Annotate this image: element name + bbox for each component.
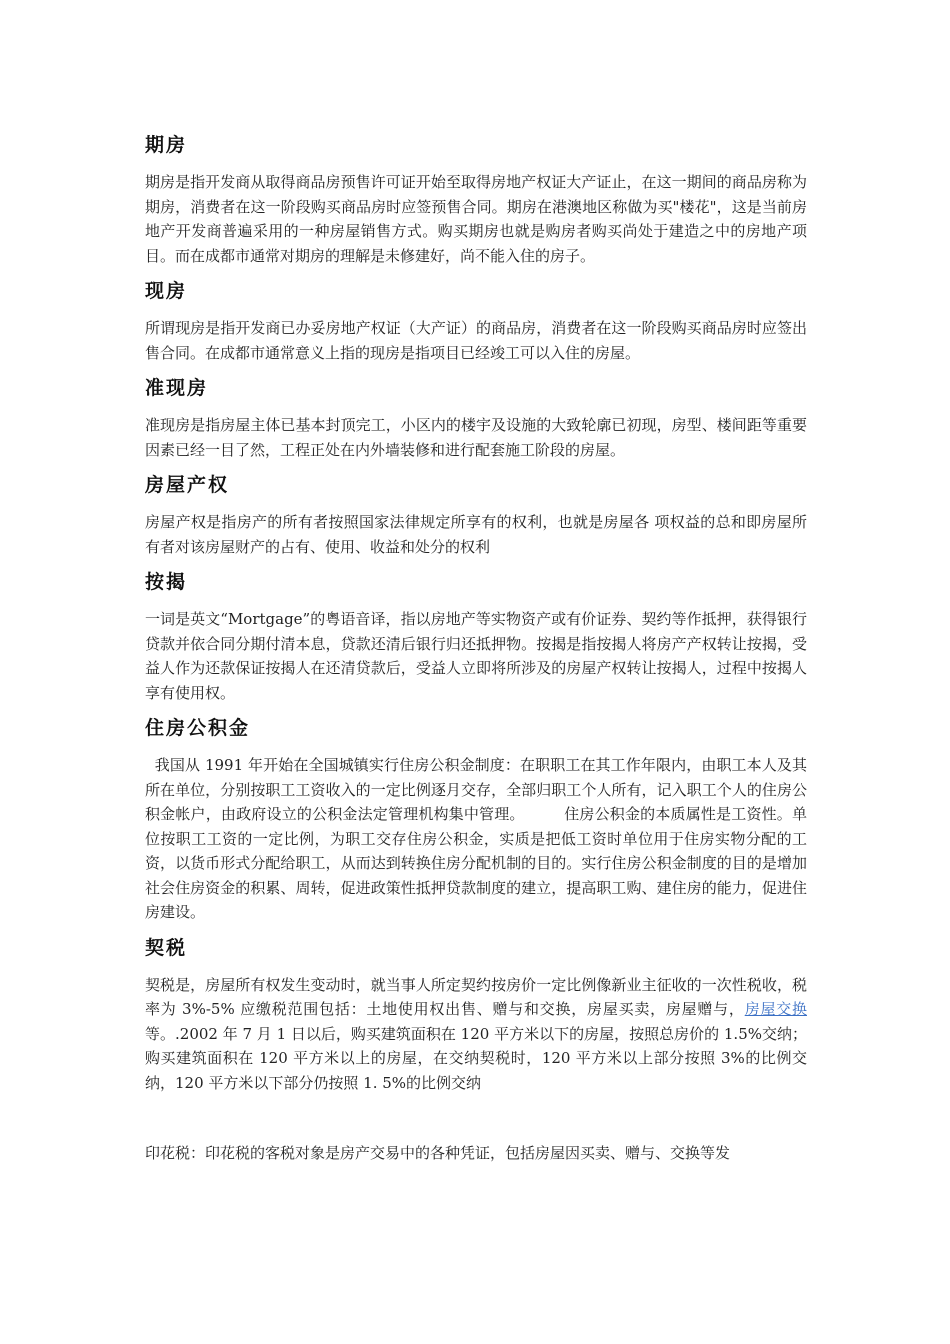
paragraph-quasi-existing-housing: 准现房是指房屋主体已基本封顶完工，小区内的楼宇及设施的大致轮廓已初现，房型、楼间距等重要因素已经一目了然，工程正处在内外墙装修和进行配套施工阶段的房屋。 [145, 416, 807, 459]
heading-mortgage: 按揭 [145, 571, 188, 593]
heading-housing-fund: 住房公积金 [145, 717, 251, 739]
paragraph-deed-tax [145, 973, 807, 1096]
section-gap [145, 1105, 807, 1141]
paragraph-futures-housing: 期房是指开发商从取得商品房预售许可证开始至取得房地产权证大产证止，在这一期间的商品房称为期房，消费者在这一阶段购买商品房时应签预售合同。期房在港澳地区称做为买"楼花"，这是当前房地产开发商普遍采用的一种房屋销售方式。购买期房也就是购房者购买尚处于建造之中的房地产项目。而在成都市通常对期房的理解是未修建好，尚不能入住的房子。 [145, 173, 807, 265]
paragraph-stamp-tax: 印花税：印花税的客税对象是房产交易中的各种凭证，包括房屋因买卖、赠与、交换等发 [145, 1144, 731, 1162]
paragraph-existing-housing: 所谓现房是指开发商已办妥房地产权证（大产证）的商品房，消费者在这一阶段购买商品房时应签出售合同。在成都市通常意义上指的现房是指项目已经竣工可以入住的房屋。 [145, 319, 807, 362]
paragraph-property-rights: 房屋产权是指房产的所有者按照国家法律规定所享有的权利，也就是房屋各 项权益的总和即房屋所有者对该房屋财产的占有、使用、收益和处分的权利 [145, 513, 807, 556]
heading-futures-housing: 期房 [145, 134, 188, 156]
house-exchange-link[interactable]: 房屋交换 [744, 1000, 807, 1018]
heading-existing-housing: 现房 [145, 280, 188, 302]
deed-tax-text-before-link: 契税是，房屋所有权发生变动时，就当事人所定契约按房价一定比例像新业主征收的一次性税收，税率为 3%-5% 应缴税范围包括：土地使用权出售、赠与和交换，房屋买卖，房屋赠与， [145, 975, 807, 1018]
paragraph-mortgage: 一词是英文“Mortgage”的粤语音译，指以房地产等实物资产或有价证券、契约等作抵押，获得银行贷款并依合同分期付清本息，贷款还清后银行归还抵押物。按揭是指按揭人将房产产权转让按揭，受益人作为还款保证按揭人在还清贷款后，受益人立即将所涉及的房屋产权转让按揭人，过程中按揭人享有使用权。 [145, 610, 807, 702]
deed-tax-text-after-link: 等。.2002 年 7 月 1 日以后，购买建筑面积在 120 平方米以下的房屋，按照总房价的 1.5%交纳；购买建筑面积在 120 平方米以上的房屋，在交纳契税时，120 平方米以上部分按照 3%的比例交纳，120 平方米以下部分仍按照 1. 5%的比例交纳 [145, 1024, 807, 1092]
heading-property-rights: 房屋产权 [145, 474, 230, 496]
heading-quasi-existing-housing: 准现房 [145, 377, 209, 399]
paragraph-housing-fund: 我国从 1991 年开始在全国城镇实行住房公积金制度：在职职工在其工作年限内，由职工本人及其所在单位，分别按职工工资收入的一定比例逐月交存，全部归职工个人所有，记入职工个人的住房公积金帐户，由政府设立的公积金法定管理机构集中管理。 住房公积金的本质属性是工资性。单位按职工工资的一定比例，为职工交存住房公积金，实质是把低工资时单位用于住房实物分配的工资，以货币形式分配给职工，从而达到转换住房分配机制的目的。实行住房公积金制度的目的是增加社会住房资金的积累、周转，促进政策性抵押贷款制度的建立，提高职工购、建住房的能力，促进住房建设。 [145, 756, 807, 921]
document-page [145, 132, 807, 1176]
heading-deed-tax: 契税 [145, 936, 188, 959]
